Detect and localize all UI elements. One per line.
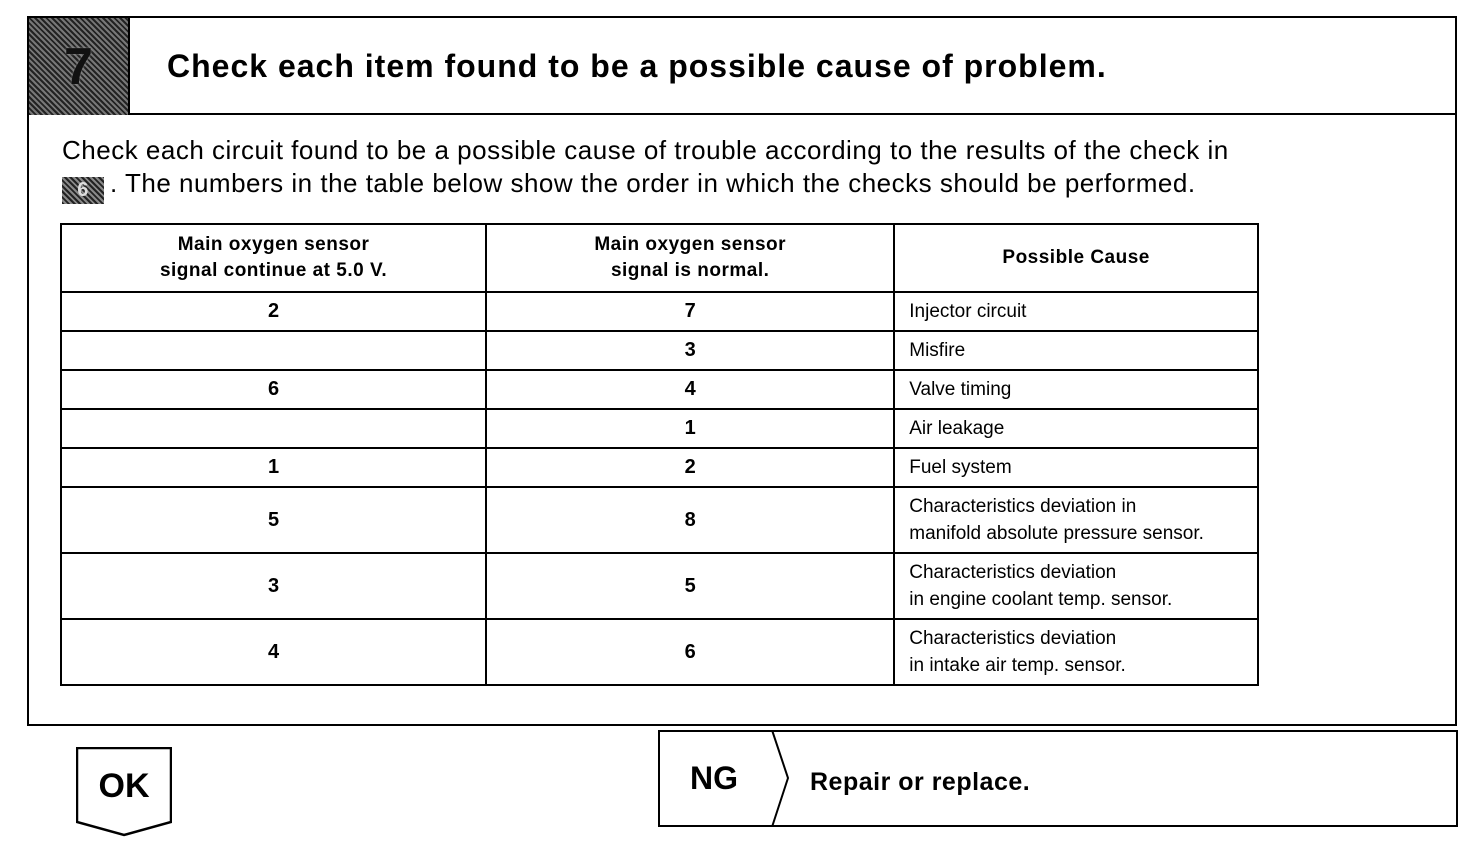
cause-line2: manifold absolute pressure sensor. [909,523,1204,544]
intro-line-2: . The numbers in the table below show the order in which the checks should be performed. [110,168,1196,198]
step-reference-number: 6 [77,179,89,201]
order-5v: 1 [61,448,486,487]
cause-line1: Valve timing [909,379,1012,400]
order-normal: 2 [486,448,894,487]
possible-cause [894,448,1258,487]
cause-line1: Characteristics deviation in [909,496,1137,517]
order-normal: 1 [486,409,894,448]
table-row [61,331,1258,370]
possible-cause [894,331,1258,370]
order-5v: 2 [61,292,486,331]
header-possible-cause-label: Possible Cause [1002,247,1150,268]
order-normal: 6 [486,619,894,685]
order-5v: 3 [61,553,486,619]
table-row [61,553,1258,619]
table-header-row [61,224,1258,292]
order-5v: 6 [61,370,486,409]
chevron-right-icon [770,730,792,827]
step-number-badge [29,18,130,115]
order-5v: 5 [61,487,486,553]
possible-cause [894,487,1258,553]
table-row [61,448,1258,487]
step-frame [27,16,1457,726]
order-5v [61,331,486,370]
possible-cause [894,409,1258,448]
header-signal-5v-line1: Main oxygen sensor [177,234,370,255]
intro-line-1: Check each circuit found to be a possible cause of trouble according to the results of the check in [62,135,1229,165]
possible-cause [894,553,1258,619]
order-normal: 7 [486,292,894,331]
cause-line2: in engine coolant temp. sensor. [909,589,1173,610]
table-row [61,292,1258,331]
intro-paragraph [62,134,1447,204]
cause-line2: in intake air temp. sensor. [909,655,1126,676]
ng-branch-box [658,730,1458,827]
cause-line1: Fuel system [909,457,1012,478]
cause-line1: Characteristics deviation [909,562,1117,583]
table-row [61,619,1258,685]
table-row [61,370,1258,409]
cause-line1: Air leakage [909,418,1005,439]
ng-label: NG [690,760,738,796]
header-signal-5v-line2: signal continue at 5.0 V. [159,260,388,281]
order-5v: 4 [61,619,486,685]
possible-cause [894,292,1258,331]
possible-cause [894,619,1258,685]
header-signal-normal [486,224,894,292]
header-possible-cause [894,224,1258,292]
order-normal: 3 [486,331,894,370]
header-signal-normal-line1: Main oxygen sensor [594,234,787,255]
ng-action-text: Repair or replace. [810,768,1031,796]
order-normal: 5 [486,553,894,619]
possible-cause-table [60,223,1259,686]
possible-cause [894,370,1258,409]
header-signal-5v [61,224,486,292]
header-divider [130,113,1455,115]
ok-branch-tag [76,747,172,837]
cause-line1: Misfire [909,340,966,361]
cause-line1: Characteristics deviation [909,628,1117,649]
table-row [61,409,1258,448]
header-signal-normal-line2: signal is normal. [610,260,770,281]
order-5v [61,409,486,448]
step-title: Check each item found to be a possible cause of problem. [167,48,1107,84]
table-row [61,487,1258,553]
ok-label: OK [98,767,150,805]
step-number: 7 [64,37,93,96]
order-normal: 8 [486,487,894,553]
cause-line1: Injector circuit [909,301,1027,322]
order-normal: 4 [486,370,894,409]
step-reference-badge [62,177,104,204]
